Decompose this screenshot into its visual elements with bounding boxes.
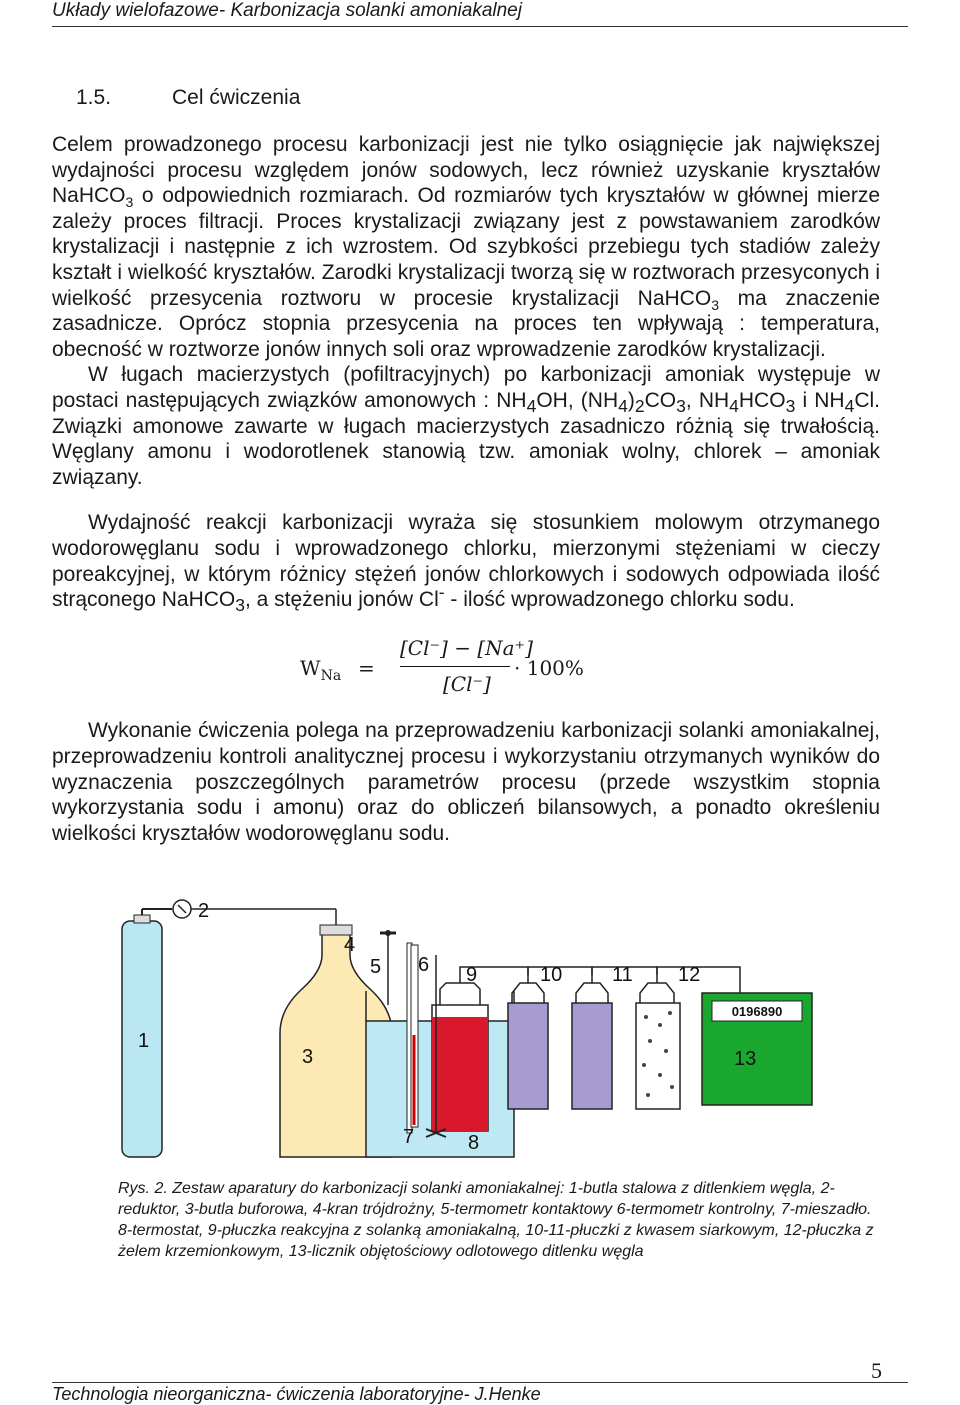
label-5: 5 [370, 956, 382, 978]
label-3: 3 [302, 1046, 314, 1068]
label-6: 6 [418, 954, 430, 976]
formula-numerator: [Cl⁻] − [Na⁺] [400, 636, 533, 660]
page-number: 5 [871, 1358, 882, 1383]
page-header: Układy wielofazowe- Karbonizacja solanki amoniakalnej [52, 0, 522, 21]
label-4: 4 [344, 934, 356, 956]
section-title: Cel ćwiczenia [172, 86, 301, 109]
acid-washer-11 [572, 983, 612, 1109]
label-7: 7 [403, 1126, 415, 1148]
three-way-valve [380, 930, 396, 1005]
body-block-1 [52, 132, 880, 490]
label-13: 13 [734, 1048, 757, 1070]
formula-denominator: [Cl⁻] [443, 672, 491, 696]
body-block-2 [52, 510, 880, 616]
formula-multiplier: · 100% [514, 656, 584, 680]
section-number: 1.5. [76, 86, 112, 109]
label-1: 1 [138, 1030, 150, 1052]
body-block-3 [52, 718, 880, 847]
label-12: 12 [678, 964, 701, 986]
page-footer: Technologia nieorganiczna- ćwiczenia laboratoryjne- J.Henke [52, 1384, 541, 1404]
label-8: 8 [468, 1132, 480, 1154]
gas-counter [702, 993, 812, 1105]
figure-caption: Rys. 2. Zestaw aparatury do karbonizacji solanki amoniakalnej: 1-butla stalowa z ditlenkiem węgla, 2-reduktor, 3-butla buforowa, 4-kran trójdrożny, 5-termometr kontaktowy 6-termometr kontrolny, 7-mieszadło. 8-termostat, 9-płuczka reakcyjna z solanką amoniakalną, 10-11-płuczki z kwasem siarkowym, 12-płuczka z żelem krzemionkowym, 13-licznik objętościowy odlotowego ditlenku węgla [118, 1180, 874, 1260]
paragraph-mother-liquors: W ługach macierzystych (pofiltracyjnych) po karbonizacji amoniak występuje w postaci następujących związków amonowych : $NH_4OH$, $(NH_4)_2CO_3$, $NH_4HCO_3$ i $NH_4Cl$. Związki amonowe zawarte w ługach macierzystych zasadniczo różnią się trwałością. Węglany amonu i wodorotlenek stanowią tzw. amoniak wolny, chlorek – amoniak związany. [52, 363, 880, 489]
counter-readout: 0196890 [731, 1004, 783, 1019]
paragraph-yield: Wydajność reakcji karbonizacji wyraża się stosunkiem molowym otrzymanego wodorowęglanu sodu i wprowadzonego chlorku, mierzonymi stężeniami w cieczy poreakcyjnej, w którym różnicy stężeń jonów chlorkowych i sodowych odpowiada ilość strąconego NaHCO$_3$, a stężeniu jonów Cl- - ilość wprowadzonego chlorku sodu. [52, 511, 880, 616]
label-10: 10 [540, 964, 563, 986]
formula-equals: = [358, 656, 375, 680]
paragraph-goal: Celem prowadzonego procesu karbonizacji jest nie tylko osiągnięcie jak największej wydajności procesu względem jonów sodowych, lecz również uzyskanie kryształów NaHCO$_3$ o odpowiednich rozmiarach. Od rozmiarów tych kryształów w głównej mierze zależy proces filtracji. Proces krystalizacji związany jest z powstawaniem zarodków krystalizacji i następnie z ich wzrostem. Od szybkości przebiegu tych stadiów zależy kształt i wielkość kryształów. Zarodki krystalizacji tworzą się w roztworach przesyconych i wielkość przesycenia roztworu w procesie krystalizacji NaHCO$_3$ ma znaczenie zasadnicze. Oprócz stopnia przesycenia na proces ten wpływają : temperatura, obecność w roztworze jonów innych soli oraz wprowadzenie zarodków krystalizacji. [52, 133, 881, 361]
label-11: 11 [612, 964, 633, 986]
label-2: 2 [198, 900, 210, 922]
apparatus-diagram [100, 885, 820, 1160]
formula-lhs: $W_{Na}$ [300, 656, 342, 684]
header-rule [52, 26, 908, 27]
paragraph-exercise: Wykonanie ćwiczenia polega na przeprowadzeniu karbonizacji solanki amoniakalnej, przeprowadzeniu kontroli analitycznej procesu i wykorzystaniu otrzymanych wyników do wyznaczenia poszczególnych parametrów procesu (przede wszystkim stopnia wykorzystania sodu i amonu) oraz do obliczeń bilansowych, a ponadto określeniu wielkości kryształów wodorowęglanu sodu. [52, 719, 880, 846]
reaction-washer [432, 975, 488, 1131]
silica-gel-washer [636, 983, 680, 1109]
label-9: 9 [466, 964, 478, 986]
formula-fraction-line [400, 666, 510, 667]
control-thermometer [411, 945, 418, 1127]
footer-rule [52, 1382, 908, 1383]
section-heading [76, 86, 300, 110]
yield-formula [300, 632, 620, 702]
